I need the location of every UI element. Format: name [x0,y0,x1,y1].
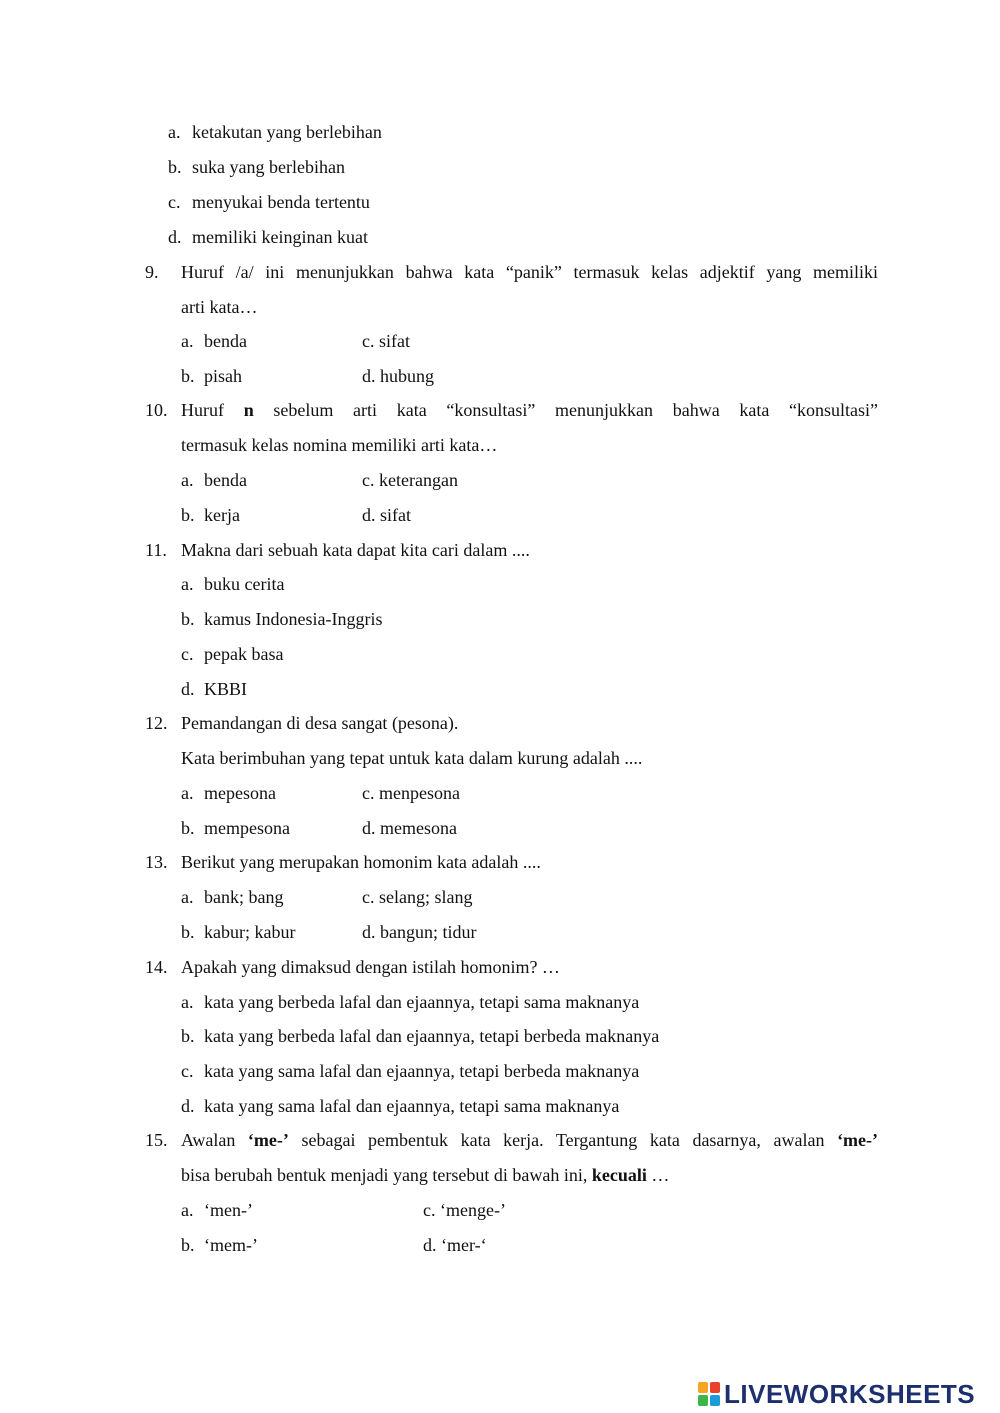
question-text-cont: bisa berubah bentuk menjadi yang tersebut di bawah ini, kecuali … [181,1165,670,1185]
question-text: Huruf /a/ ini menunjukkan bahwa kata “panik” termasuk kelas adjektif yang memiliki [181,262,878,282]
q10-option-c[interactable]: c. keterangan [362,470,458,490]
q12-option-c[interactable]: c. menpesona [362,783,460,803]
question-number: 12. [145,713,168,733]
q12-option-b[interactable]: b. mempesona [181,818,290,838]
q15-option-c[interactable]: c. ‘menge-’ [423,1200,506,1220]
q14-option-a[interactable]: a. kata yang berbeda lafal dan ejaannya, tetapi sama maknanya [181,992,640,1012]
liveworksheets-logo [698,1380,975,1408]
question-text: Berikut yang merupakan homonim kata adalah .... [181,852,541,872]
q8-option-a[interactable]: a. ketakutan yang berlebihan [168,122,382,142]
question-text: Makna dari sebuah kata dapat kita cari dalam .... [181,540,530,560]
q11-option-c[interactable]: c. pepak basa [181,644,284,664]
q10-option-d[interactable]: d. sifat [362,505,411,525]
q11-option-d[interactable]: d. KBBI [181,679,248,699]
question-number: 10. [145,400,168,420]
question-text: Apakah yang dimaksud dengan istilah homonim? … [181,957,560,977]
question-text: Huruf n sebelum arti kata “konsultasi” menunjukkan bahwa kata “konsultasi” [181,400,879,420]
logo-mark-icon [698,1382,720,1406]
q14-option-c[interactable]: c. kata yang sama lafal dan ejaannya, tetapi berbeda maknanya [181,1061,640,1081]
q13-option-c[interactable]: c. selang; slang [362,887,473,907]
q9-option-c[interactable]: c. sifat [362,331,410,351]
q15-option-b[interactable]: b. ‘mem-’ [181,1235,258,1255]
q11-option-b[interactable]: b. kamus Indonesia-Inggris [181,609,383,629]
question-text: Awalan ‘me-’ sebagai pembentuk kata kerja. Tergantung kata dasarnya, awalan ‘me-’ [181,1130,879,1150]
q14-option-b[interactable]: b. kata yang berbeda lafal dan ejaannya, tetapi berbeda maknanya [181,1026,660,1046]
question-number: 9. [145,262,159,282]
q13-option-b[interactable]: b. kabur; kabur [181,922,296,942]
q10-option-a[interactable]: a. benda [181,470,247,490]
q9-option-d[interactable]: d. hubung [362,366,434,386]
question-text: Pemandangan di desa sangat (pesona). [181,713,459,733]
q15-option-a[interactable]: a. ‘men-’ [181,1200,253,1220]
q15-option-d[interactable]: d. ‘mer-‘ [423,1235,487,1255]
q8-option-d[interactable]: d. memiliki keinginan kuat [168,227,368,247]
q10-option-b[interactable]: b. kerja [181,505,240,525]
q9-option-a[interactable]: a. benda [181,331,247,351]
question-number: 15. [145,1130,168,1150]
question-number: 11. [145,540,167,560]
q8-option-b[interactable]: b. suka yang berlebihan [168,157,345,177]
q9-option-b[interactable]: b. pisah [181,366,242,386]
q12-option-d[interactable]: d. memesona [362,818,457,838]
question-number: 14. [145,957,168,977]
q13-option-d[interactable]: d. bangun; tidur [362,922,477,942]
q13-option-a[interactable]: a. bank; bang [181,887,284,907]
q12-option-a[interactable]: a. mepesona [181,783,276,803]
q14-option-d[interactable]: d. kata yang sama lafal dan ejaannya, tetapi sama maknanya [181,1096,620,1116]
q11-option-a[interactable]: a. buku cerita [181,574,285,594]
q8-option-c[interactable]: c. menyukai benda tertentu [168,192,370,212]
question-text-cont: arti kata… [181,297,258,317]
logo-text: LIVEWORKSHEETS [724,1379,976,1409]
question-text-cont: termasuk kelas nomina memiliki arti kata… [181,435,498,455]
question-text-cont: Kata berimbuhan yang tepat untuk kata dalam kurung adalah .... [181,748,643,768]
question-number: 13. [145,852,168,872]
